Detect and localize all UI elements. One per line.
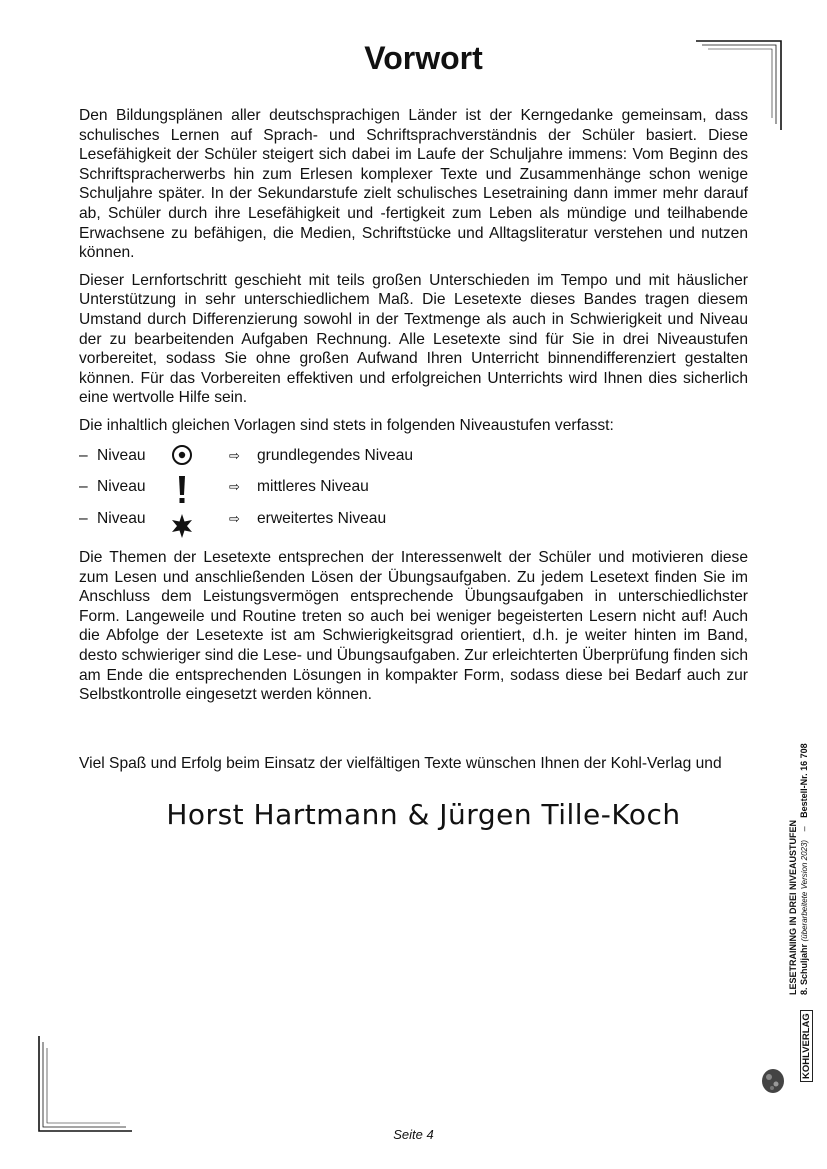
page-number: Seite 4 xyxy=(393,1127,434,1142)
level-label: Niveau xyxy=(97,446,146,464)
paragraph: Den Bildungsplänen aller deutschsprachigen Länder ist der Kerngedanke gemeinsam, dass schulisches Lernen auf Sprach- und Schriftsprachverständnis der Schüler basiert. Diese Lesefähigkeit der Schüler steigert sich dabei im Laufe der Schuljahre immens: Vom Beginn des Schriftspracherwerbs hin zum Erlesen komplexer Texte und Zusammenhänge schon wenige Schuljahre später. In der Sekundarstufe zielt schulisches Lesetraining dann immer mehr darauf ab, Schüler durch ihre Lesefähigkeit und -fertigkeit zum Leben als mündige und teilhabende Erwachsene zu befähigen, die Medien, Schriftstücke und Alltagsliteratur verstehen und nutzen können. xyxy=(79,107,748,262)
level-label: Niveau xyxy=(97,478,146,495)
dash: – xyxy=(79,446,88,464)
paragraph: Dieser Lernfortschritt geschieht mit teils großen Unterschieden im Tempo und mit häuslicher Unterstützung in sehr unterschiedlichem Maß. Die Lesetexte dieses Bandes tragen diesem Umstand durch Differenzierung sowohl in der Textmenge als auch in Schwierigkeit und Niveau der zu bearbeitenden Aufgaben Rechnung. Alle Lesetexte sind für Sie in drei Niveaustufen vorbereitet, sodass Sie ohne großen Aufwand Ihren Unterricht binnendifferenziert gestalten können. Für das Vorbereiten effektiven und erfolgreichen Unterrichts wird Ihnen dies sicherlich eine wertvolle Hilfe sein. xyxy=(79,271,748,407)
arrow-right-icon: ⇨ xyxy=(229,479,240,494)
circle-dot-icon xyxy=(170,444,194,470)
level-item-basic xyxy=(79,446,748,478)
level-description: grundlegendes Niveau xyxy=(257,446,414,464)
level-description: mittleres Niveau xyxy=(257,478,369,495)
sidebar-grade: 8. Schuljahr xyxy=(798,943,809,995)
paragraph: Die Themen der Lesetexte entsprechen der Interessenwelt der Schüler und motivieren diese zum Lesen und anschließenden Lösen der Übungsaufgaben. Zu jedem Lesetext finden Sie im Anschluss dem Leistungsvermögen entsprechende Übungsaufgaben in unterschiedlichster Form. Langeweile und Routine treten so auch bei weniger begeisterten Lesern nicht auf! Auch die Abfolge der Lesetexte ist am Schwierigkeitsgrad orientiert, d.h. je weiter hinten im Band, desto schwieriger sind die Lese- und Übungsaufgaben. Zur erleichterten Überprüfung finden sich am Ende die entsprechenden Lösungen in kompakter Form, sodass diese bei Bedarf auch zur Selbstkontrolle eingesetzt werden können. xyxy=(79,549,748,704)
level-list xyxy=(79,446,748,541)
signature: Horst Hartmann & Jürgen Tille-Koch xyxy=(166,798,681,831)
star-icon xyxy=(170,507,194,533)
corner-decoration-bottom-left xyxy=(38,1036,132,1132)
arrow-right-icon: ⇨ xyxy=(229,510,240,526)
level-label: Niveau xyxy=(97,509,146,527)
sidebar-series-title: LESETRAINING IN DREI NIVEAUSTUFEN xyxy=(788,819,798,995)
sidebar-edition-line xyxy=(799,715,811,995)
body-text xyxy=(79,106,748,713)
sidebar-order-number: Bestell-Nr. 16 708 xyxy=(798,743,809,818)
sidebar-version: (überarbeitete Version 2023) xyxy=(799,839,809,942)
dash: – xyxy=(79,478,88,495)
arrow-right-icon: ⇨ xyxy=(229,447,240,463)
closing-text: Viel Spaß und Erfolg beim Einsatz der vielfältigen Texte wünschen Ihnen der Kohl-Verlag und xyxy=(79,755,722,772)
sidebar-publication-info xyxy=(788,715,810,995)
level-item-advanced xyxy=(79,509,748,541)
publisher-logo-text: KOHLVERLAG xyxy=(800,1010,813,1082)
level-item-medium xyxy=(79,477,748,509)
page-title: Vorwort xyxy=(364,40,483,76)
exclamation-icon xyxy=(170,475,194,501)
publisher-logo-icon xyxy=(760,1064,786,1096)
sidebar-separator: – xyxy=(798,826,809,832)
paragraph: Die inhaltlich gleichen Vorlagen sind stets in folgenden Niveaustufen verfasst: xyxy=(79,416,614,434)
dash: – xyxy=(79,509,88,527)
level-description: erweitertes Niveau xyxy=(257,509,387,527)
